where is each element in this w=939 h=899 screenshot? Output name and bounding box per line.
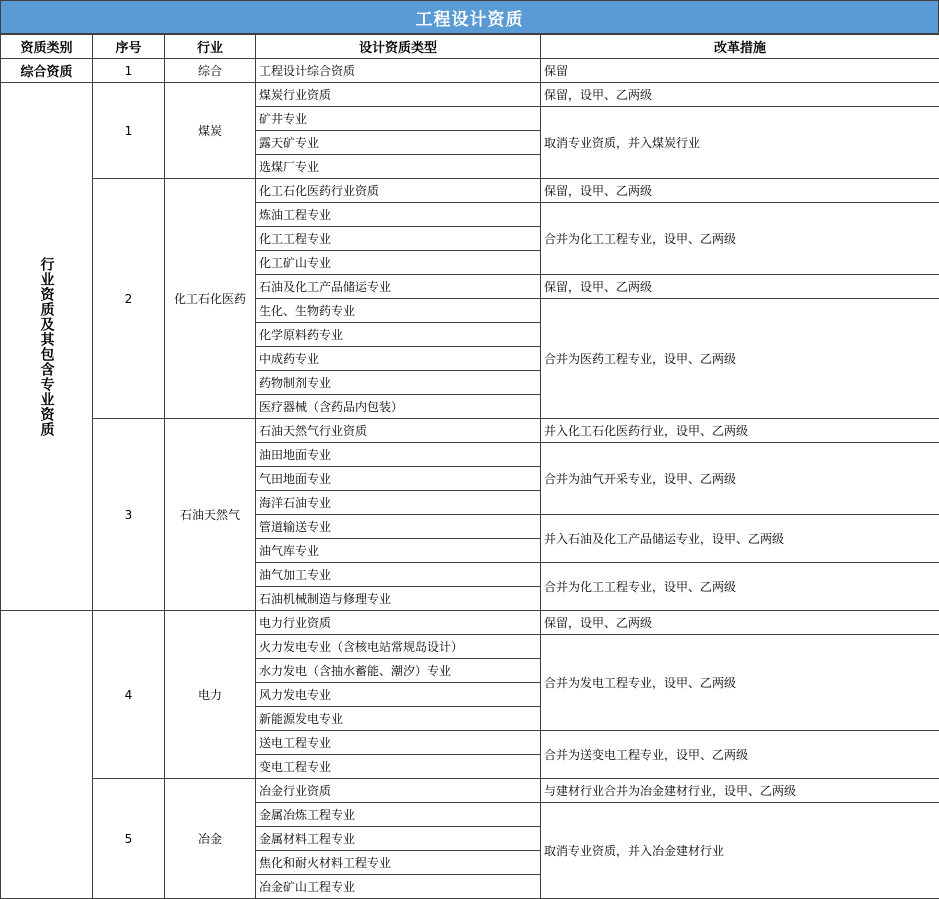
measure-cell: 保留，设甲、乙两级	[541, 179, 939, 203]
type-cell: 冶金矿山工程专业	[256, 875, 541, 899]
industry-cell: 石油天然气	[165, 419, 256, 611]
type-cell: 工程设计综合资质	[256, 59, 541, 83]
category-industry-continued	[1, 611, 93, 899]
industry-cell: 化工石化医药	[165, 179, 256, 419]
table-row	[1, 611, 939, 635]
table-row	[1, 779, 939, 803]
type-cell: 气田地面专业	[256, 467, 541, 491]
seq-cell: 1	[93, 83, 165, 179]
seq-cell: 3	[93, 419, 165, 611]
measure-cell: 并入石油及化工产品储运专业，设甲、乙两级	[541, 515, 939, 563]
type-cell: 化工石化医药行业资质	[256, 179, 541, 203]
type-cell: 矿井专业	[256, 107, 541, 131]
type-cell: 石油及化工产品储运专业	[256, 275, 541, 299]
table-row	[1, 59, 939, 83]
type-cell: 金属材料工程专业	[256, 827, 541, 851]
measure-cell: 与建材行业合并为冶金建材行业，设甲、乙两级	[541, 779, 939, 803]
seq-cell: 2	[93, 179, 165, 419]
category-industry-label: 行业资质及其包含专业资质	[37, 257, 57, 437]
seq-cell: 4	[93, 611, 165, 779]
header-row	[1, 35, 939, 59]
industry-cell: 电力	[165, 611, 256, 779]
industry-cell: 冶金	[165, 779, 256, 899]
measure-cell: 取消专业资质，并入煤炭行业	[541, 107, 939, 179]
measure-cell: 保留，设甲、乙两级	[541, 275, 939, 299]
measure-cell: 合并为化工工程专业，设甲、乙两级	[541, 203, 939, 275]
industry-cell: 综合	[165, 59, 256, 83]
measure-cell: 保留	[541, 59, 939, 83]
type-cell: 露天矿专业	[256, 131, 541, 155]
type-cell: 电力行业资质	[256, 611, 541, 635]
type-cell: 石油机械制造与修理专业	[256, 587, 541, 611]
type-cell: 油气加工专业	[256, 563, 541, 587]
measure-cell: 取消专业资质，并入冶金建材行业	[541, 803, 939, 899]
header-measure: 改革措施	[541, 35, 939, 59]
type-cell: 化学原料药专业	[256, 323, 541, 347]
measure-cell: 合并为发电工程专业，设甲、乙两级	[541, 635, 939, 731]
seq-cell: 1	[93, 59, 165, 83]
type-cell: 风力发电专业	[256, 683, 541, 707]
type-cell: 石油天然气行业资质	[256, 419, 541, 443]
measure-cell: 并入化工石化医药行业，设甲、乙两级	[541, 419, 939, 443]
type-cell: 冶金行业资质	[256, 779, 541, 803]
header-industry: 行业	[165, 35, 256, 59]
seq-cell: 5	[93, 779, 165, 899]
category-industry	[1, 83, 93, 611]
type-cell: 油气库专业	[256, 539, 541, 563]
type-cell: 焦化和耐火材料工程专业	[256, 851, 541, 875]
type-cell: 海洋石油专业	[256, 491, 541, 515]
type-cell: 化工工程专业	[256, 227, 541, 251]
table-row	[1, 83, 939, 107]
measure-cell: 合并为送变电工程专业，设甲、乙两级	[541, 731, 939, 779]
industry-cell: 煤炭	[165, 83, 256, 179]
type-cell: 生化、生物药专业	[256, 299, 541, 323]
type-cell: 变电工程专业	[256, 755, 541, 779]
measure-cell: 合并为医药工程专业，设甲、乙两级	[541, 299, 939, 419]
type-cell: 水力发电（含抽水蓄能、潮汐）专业	[256, 659, 541, 683]
type-cell: 化工矿山专业	[256, 251, 541, 275]
measure-cell: 保留，设甲、乙两级	[541, 611, 939, 635]
measure-cell: 保留，设甲、乙两级	[541, 83, 939, 107]
type-cell: 新能源发电专业	[256, 707, 541, 731]
table-row	[1, 179, 939, 203]
type-cell: 管道输送专业	[256, 515, 541, 539]
header-type: 设计资质类型	[256, 35, 541, 59]
type-cell: 中成药专业	[256, 347, 541, 371]
type-cell: 炼油工程专业	[256, 203, 541, 227]
type-cell: 煤炭行业资质	[256, 83, 541, 107]
category-comprehensive: 综合资质	[1, 59, 93, 83]
type-cell: 医疗器械（含药品内包装）	[256, 395, 541, 419]
type-cell: 选煤厂专业	[256, 155, 541, 179]
sheet-title: 工程设计资质	[0, 0, 939, 34]
header-category: 资质类别	[1, 35, 93, 59]
qualification-table	[0, 34, 939, 899]
measure-cell: 合并为化工工程专业，设甲、乙两级	[541, 563, 939, 611]
type-cell: 药物制剂专业	[256, 371, 541, 395]
type-cell: 金属冶炼工程专业	[256, 803, 541, 827]
header-seq: 序号	[93, 35, 165, 59]
type-cell: 送电工程专业	[256, 731, 541, 755]
type-cell: 火力发电专业（含核电站常规岛设计）	[256, 635, 541, 659]
table-row	[1, 419, 939, 443]
type-cell: 油田地面专业	[256, 443, 541, 467]
measure-cell: 合并为油气开采专业，设甲、乙两级	[541, 443, 939, 515]
